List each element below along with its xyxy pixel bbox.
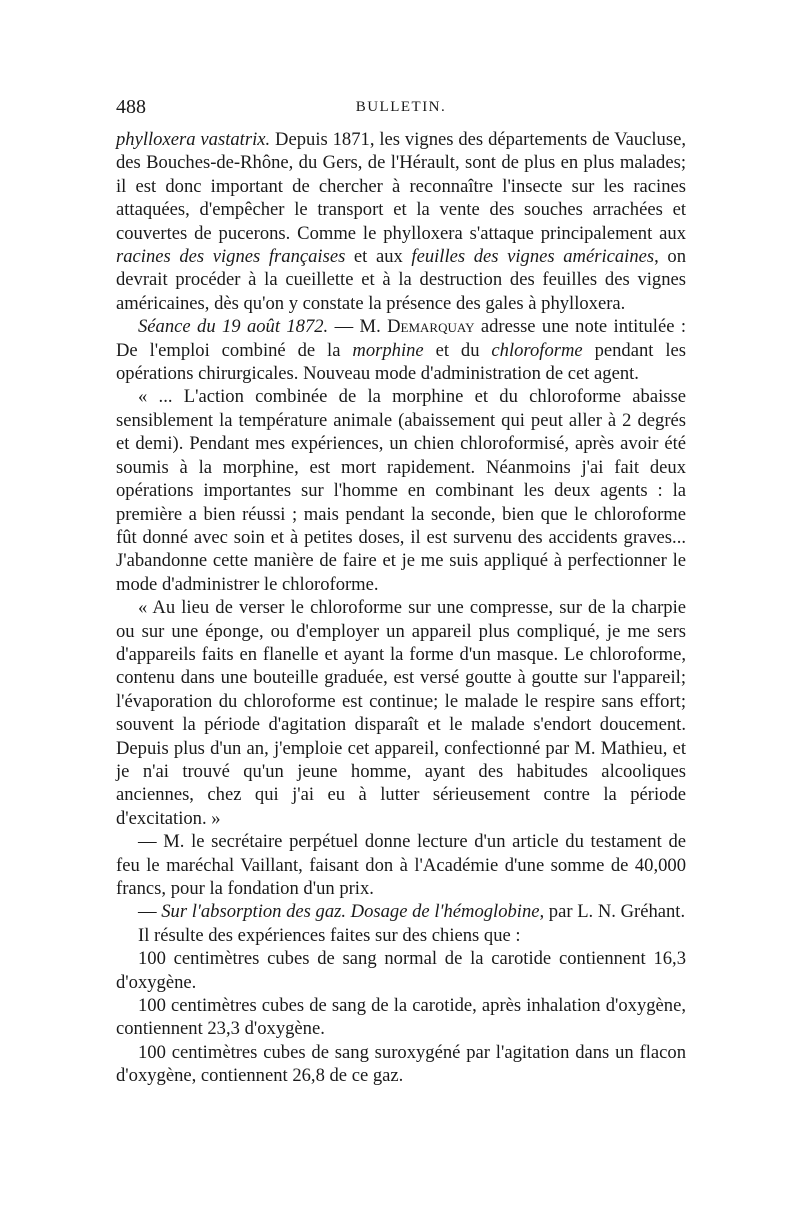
author-name: Demarquay xyxy=(387,316,475,338)
paragraph-result-3: 100 centimètres cubes de sang suroxygéné par l'agitation dans un flacon d'oxygène, contiennent 26,8 de ce gaz. xyxy=(116,1041,686,1087)
paragraph-result-intro: Il résulte des expériences faites sur des chiens que : xyxy=(138,924,521,946)
paragraph-quote-2: « Au lieu de verser le chloroforme sur une compresse, sur de la charpie ou sur une éponge, ou d'employer un appareil plus compliqué, je me sers d'appareils faits en flanelle et ayant la forme d'un masque. Le chloroforme, contenu dans une bouteille graduée, est versé goutte à goutte sur l'appareil; l'évaporation du chloroforme est continue; le malade le respire sans effort; souvent la période d'agitation disparaît et le malade s'endort doucement. Depuis plus d'un an, j'emploie cet appareil, confectionné par M. Mathieu, et je n'ai trouvé qu'un jeune homme, ayant des habitudes alcooliques anciennes, chez qui j'ai eu à lutter sérieusement contre la période d'excitation. » xyxy=(116,597,686,829)
page-number: 488 xyxy=(116,96,146,118)
paragraph-text: — M. xyxy=(328,316,388,338)
article-title: Sur l'absorption des gaz. Dosage de l'hémoglobine, xyxy=(161,901,545,923)
italic-term: feuilles des vignes américaines xyxy=(411,246,655,268)
running-title: BULLETIN. xyxy=(355,99,447,115)
session-date: Séance du 19 août 1872. xyxy=(138,316,329,338)
paragraph-text: et aux xyxy=(345,246,412,268)
paragraph-quote-1: « ... L'action combinée de la morphine et du chloroforme abaisse sensiblement la température animale (abaissement qui peut aller à 2 degrés et demi). Pendant mes expériences, un chien chloroformisé, après avoir été soumis à la morphine, est mort rapidement. Néanmoins j'ai fait deux opérations importantes sur l'homme en combinant les deux agents : la première a bien réussi ; mais pendant la seconde, bien que le chloroforme fût donné avec soin et à petites doses, il est survenu des accidents graves... J'abandonne cette manière de faire et je me suis appliqué à perfectionner le mode d'administrer le chloroforme. xyxy=(116,386,686,595)
paragraph-text: — xyxy=(138,901,162,923)
paragraph-text: par L. N. Gréhant. xyxy=(544,901,686,923)
paragraph-grehant-title xyxy=(116,900,686,923)
paragraph-text: , on devrait procéder à la cueillette et à la destruction des feuilles des vignes américaines, dès qu'on y constate la présence des gales à phylloxera. xyxy=(116,246,686,314)
paragraph-text: et du xyxy=(423,339,492,361)
species-name: phylloxera vastatrix. xyxy=(116,129,271,150)
paragraph-text: Depuis 1871, les vignes des départements de Vaucluse, des Bouches-de-Rhône, du Gers, de l'Hérault, sont de plus en plus malades; il est donc important de chercher à reconnaître l'insecte sur les racines attaquées, d'empêcher le transport et la vente des souches arrachées et couvertes de pucerons. Comme le phylloxera s'attaque principalement aux xyxy=(116,129,686,244)
italic-term: chloroforme xyxy=(491,339,583,361)
page-body xyxy=(116,128,686,1088)
paragraph-result-2: 100 centimètres cubes de sang de la carotide, après inhalation d'oxygène, contiennent 23,3 d'oxygène. xyxy=(116,995,686,1040)
paragraph-phylloxera xyxy=(116,128,686,315)
italic-term: morphine xyxy=(352,339,424,361)
italic-term: racines des vignes françaises xyxy=(116,246,346,268)
page-header xyxy=(116,96,686,122)
paragraph-seance xyxy=(116,315,686,385)
paragraph-text: pendant les opérations chirurgicales. Nouveau mode d'administration de cet agent. xyxy=(116,339,687,385)
paragraph-result-1: 100 centimètres cubes de sang normal de la carotide contiennent 16,3 d'oxygène. xyxy=(116,948,686,993)
paragraph-text: adresse une note intitulée : De l'emploi combiné de la xyxy=(116,316,686,361)
paragraph-vaillant: — M. le secrétaire perpétuel donne lecture d'un article du testament de feu le maréchal Vaillant, faisant don à l'Académie d'une somme de 40,000 francs, pour la fondation d'un prix. xyxy=(116,831,686,899)
